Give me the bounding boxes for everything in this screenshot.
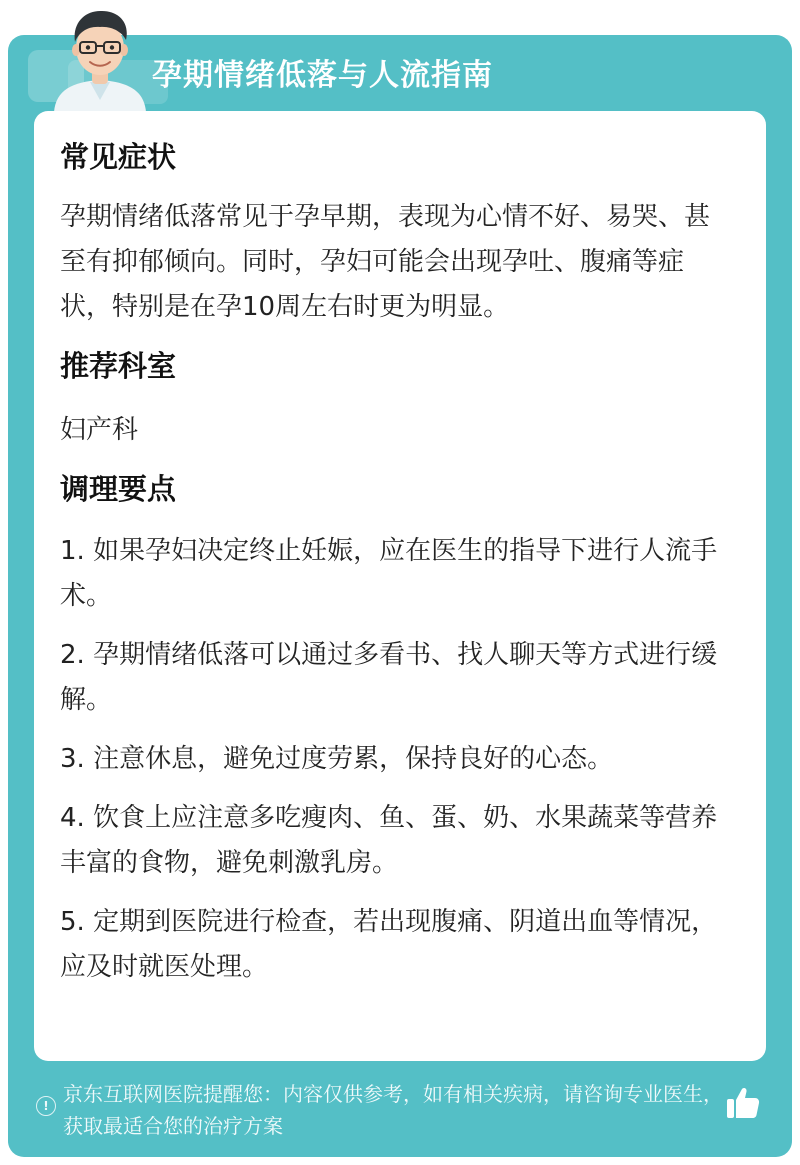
page-title: 孕期情绪低落与人流指南 (152, 58, 493, 93)
info-icon: ! (36, 1096, 56, 1116)
symptoms-heading: 常见症状 (60, 140, 177, 174)
care-point-item: 4. 饮食上应注意多吃瘦肉、鱼、蛋、奶、水果蔬菜等营养丰富的食物，避免刺激乳房。 (60, 803, 718, 878)
card-content (60, 135, 728, 990)
department-text: 妇产科 (60, 415, 139, 445)
department-heading: 推荐科室 (60, 349, 177, 383)
care-point-item: 2. 孕期情绪低落可以通过多看书、找人聊天等方式进行缓解。 (60, 640, 718, 715)
care-point-item: 5. 定期到医院进行检查，若出现腹痛、阴道出血等情况，应及时就医处理。 (60, 907, 718, 982)
care-point-item: 3. 注意休息，避免过度劳累，保持良好的心态。 (60, 744, 614, 774)
disclaimer-text: 京东互联网医院提醒您：内容仅供参考，如有相关疾病，请咨询专业医生，获取最适合您的治疗方案 (63, 1082, 723, 1138)
care-point-item: 1. 如果孕妇决定终止妊娠，应在医生的指导下进行人流手术。 (60, 536, 718, 611)
care-points-heading: 调理要点 (60, 472, 177, 506)
content-card (34, 111, 766, 1061)
symptoms-text: 孕期情绪低落常见于孕早期，表现为心情不好、易哭、甚至有抑郁倾向。同时，孕妇可能会出现孕吐、腹痛等症状，特别是在孕10周左右时更为明显。 (60, 202, 711, 322)
thumbs-up-icon[interactable] (724, 1084, 762, 1122)
doctor-avatar (46, 4, 154, 112)
